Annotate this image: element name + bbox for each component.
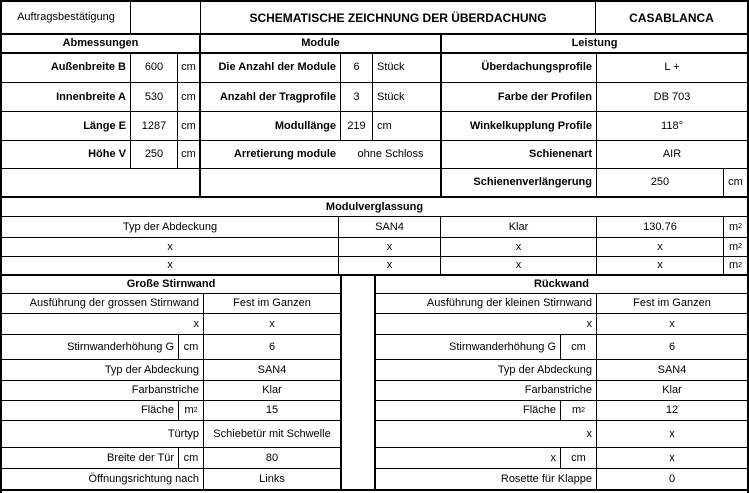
rueckwand-label: Typ der Abdeckung <box>497 363 592 376</box>
stirnwand-value: Fest im Ganzen <box>233 297 311 309</box>
verglassung-unit: m 2 <box>728 220 743 233</box>
rueckwand-value: SAN4 <box>657 363 687 376</box>
leistung-value: 250 <box>650 176 670 188</box>
rueckwand-label: x <box>586 317 592 330</box>
rueckwand-label: Fläche <box>522 404 556 416</box>
abmessungen-title: Abmessungen <box>62 37 139 49</box>
module-unit: Stück <box>377 61 405 73</box>
leistung-label: Winkelkupplung Profile <box>469 119 592 132</box>
abmessungen-unit: cm <box>181 148 196 160</box>
leistung-label: Farbe der Profilen <box>497 90 592 103</box>
rueckwand-value: x <box>669 451 675 464</box>
stirnwand-value: Schiebetür mit Schwelle <box>213 427 331 440</box>
rueckwand-label: x <box>550 451 556 464</box>
stirnwand-label: Stirnwanderhöhung G <box>66 340 174 353</box>
rueckwand-label: Ausführung der kleinen Stirnwand <box>426 297 592 309</box>
rueckwand-unit: cm <box>571 451 586 464</box>
rueckwand-title: Rückwand <box>533 278 589 290</box>
abmessungen-label: Innenbreite A <box>56 90 126 103</box>
rueckwand-label: Stirnwanderhöhung G <box>448 340 556 353</box>
verglassung-cell: x <box>515 259 522 271</box>
stirnwand-label: Fläche <box>140 404 174 416</box>
module-unit: cm <box>377 119 392 132</box>
verglassung-cell: x <box>386 259 393 271</box>
rueckwand-label: Farbanstriche <box>524 384 592 396</box>
stirnwand-value: Klar <box>262 384 282 396</box>
abmessungen-value: 530 <box>144 90 164 103</box>
module-value: 3 <box>353 90 360 103</box>
abmessungen-unit: cm <box>181 119 196 132</box>
stirnwand-unit: cm <box>183 340 199 353</box>
modulverglassung-title: Modulverglassung <box>325 200 424 213</box>
leistung-title: Leistung <box>571 37 618 49</box>
module-label: Die Anzahl der Module <box>218 61 336 73</box>
verglassung-unit: m 2 <box>728 240 743 253</box>
module-value: ohne Schloss <box>357 148 424 160</box>
module-value: 219 <box>347 119 366 132</box>
stirnwand-value: 80 <box>265 451 279 464</box>
verglassung-cell: Klar <box>508 220 529 233</box>
verglassung-cell: x <box>657 259 663 271</box>
stirnwand-label: Ausführung der grossen Stirnwand <box>29 297 199 309</box>
leistung-value: DB 703 <box>653 90 691 103</box>
abmessungen-label: Außenbreite B <box>50 61 126 73</box>
stirnwand-title: Große Stirnwand <box>126 278 216 290</box>
stirnwand-label: Öffnungsrichtung nach <box>88 472 199 485</box>
abmessungen-unit: cm <box>181 61 196 73</box>
abmessungen-unit: cm <box>181 90 196 103</box>
verglassung-cell: Typ der Abdeckung <box>122 220 218 233</box>
leistung-label: Schienenart <box>529 148 592 160</box>
verglassung-cell: x <box>515 240 522 253</box>
rueckwand-value: 6 <box>668 340 676 353</box>
rueckwand-value: Klar <box>662 384 682 396</box>
verglassung-cell: x <box>167 240 173 253</box>
abmessungen-label: Höhe V <box>88 148 126 160</box>
leistung-unit: cm <box>728 176 743 188</box>
stirnwand-label: x <box>193 317 199 330</box>
leistung-label: Schienenverlängerung <box>473 176 592 188</box>
rueckwand-label: Rosette für Klappe <box>500 472 592 485</box>
rueckwand-unit: m 2 <box>571 404 586 416</box>
verglassung-cell: SAN4 <box>375 220 404 233</box>
abmessungen-value: 1287 <box>141 119 167 132</box>
stirnwand-unit: m 2 <box>184 404 198 416</box>
stirnwand-value: Links <box>259 472 285 485</box>
verglassung-unit: m 2 <box>728 259 743 271</box>
rueckwand-value: Fest im Ganzen <box>633 297 711 309</box>
module-unit: Stück <box>377 90 405 103</box>
leistung-label: Überdachungsprofile <box>481 61 592 73</box>
verglassung-cell: 130.76 <box>643 220 677 233</box>
module-title: Module <box>301 37 340 49</box>
rueckwand-value: 0 <box>668 472 676 485</box>
verglassung-cell: x <box>386 240 393 253</box>
stirnwand-value: x <box>269 317 275 330</box>
model-name: CASABLANCA <box>629 10 714 25</box>
stirnwand-value: SAN4 <box>257 363 287 376</box>
module-label: Modullänge <box>274 119 336 132</box>
rueckwand-value: x <box>669 427 675 440</box>
verglassung-cell: x <box>167 259 173 271</box>
rueckwand-unit: cm <box>571 340 586 353</box>
abmessungen-value: 600 <box>144 61 164 73</box>
stirnwand-label: Breite der Tür <box>106 451 174 464</box>
verglassung-cell: x <box>657 240 663 253</box>
rueckwand-value: x <box>669 317 675 330</box>
stirnwand-label: Farbanstriche <box>131 384 199 396</box>
stirnwand-unit: cm <box>183 451 199 464</box>
order-label: Auftragsbestätigung <box>17 11 115 23</box>
stirnwand-label: Typ der Abdeckung <box>104 363 199 376</box>
module-label: Anzahl der Tragprofile <box>219 90 336 103</box>
rueckwand-value: 12 <box>665 404 679 416</box>
stirnwand-value: 15 <box>265 404 279 416</box>
rueckwand-label: x <box>586 427 592 440</box>
leistung-value: L + <box>664 61 680 73</box>
stirnwand-value: 6 <box>268 340 276 353</box>
stirnwand-label: Türtyp <box>167 427 199 440</box>
abmessungen-label: Länge E <box>83 119 126 132</box>
abmessungen-value: 250 <box>144 148 164 160</box>
module-label: Arretierung module <box>233 148 336 160</box>
leistung-value: AIR <box>662 148 682 160</box>
leistung-value: 118° <box>661 119 683 132</box>
module-value: 6 <box>353 61 360 73</box>
page-title: SCHEMATISCHE ZEICHNUNG DER ÜBERDACHUNG <box>249 10 547 25</box>
